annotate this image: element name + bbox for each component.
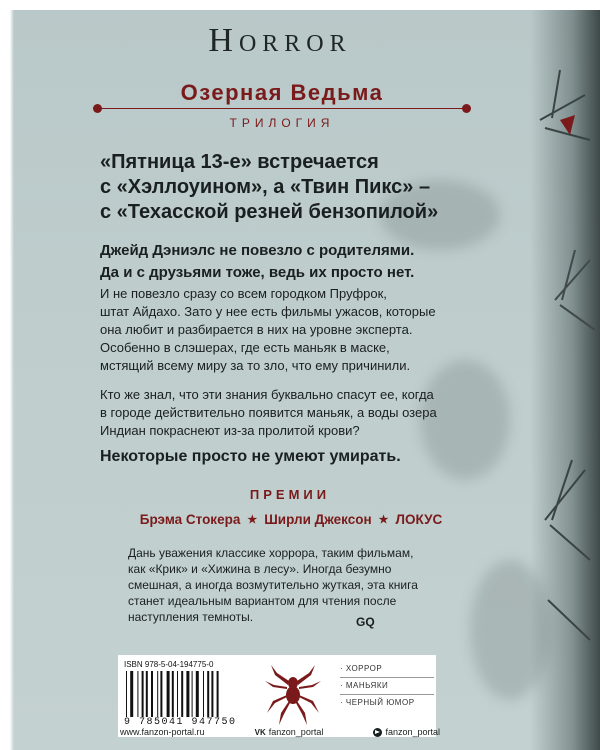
paragraph-line: штат Айдахо. Зато у нее есть фильмы ужасов, которые xyxy=(100,304,436,319)
quote-line: Дань уважения классике хоррора, таким фильмам, xyxy=(128,546,414,560)
brand-rest: ORROR xyxy=(238,31,352,57)
star-icon: ★ xyxy=(378,514,389,526)
series-title: Озерная Ведьма xyxy=(180,80,384,105)
barcode-bar xyxy=(137,671,138,717)
star-icon: ★ xyxy=(247,514,258,526)
telegram-handle: fanzon_portal xyxy=(385,727,440,737)
paragraph-line: Кто же знал, что эти знания буквально спасут ее, когда xyxy=(100,387,434,402)
barcode-bar xyxy=(192,671,193,717)
award-item: Ширли Джексон xyxy=(264,512,372,527)
vk-icon: VK xyxy=(254,727,266,737)
quote-line: станет идеальным вариантом для чтения после xyxy=(128,594,397,608)
barcode-bar xyxy=(160,671,162,717)
barcode-bar xyxy=(167,671,170,717)
barcode-bar xyxy=(177,671,178,717)
website-link[interactable]: www.fanzon-portal.ru xyxy=(120,727,205,737)
lead-text xyxy=(100,240,500,284)
genre-item: · ХОРРОР xyxy=(340,661,434,678)
emphasis-line: Некоторые просто не умеют умирать. xyxy=(100,448,401,465)
barcode-bar xyxy=(217,671,219,717)
genre-list xyxy=(340,661,434,711)
barcode-bar xyxy=(142,671,144,717)
page-edge xyxy=(0,0,600,10)
barcode-bar xyxy=(130,671,133,717)
barcode-bar xyxy=(196,671,199,717)
tagline-line: «Пятница 13-е» встречается xyxy=(100,151,379,173)
barcode-bar xyxy=(126,671,127,717)
paragraph-line: Индиан покраснеют из-за пролитой крови? xyxy=(100,423,360,438)
genre-item: · МАНЬЯКИ xyxy=(340,678,434,695)
barcode-bar xyxy=(146,671,148,717)
award-item: ЛОКУС xyxy=(395,512,443,527)
review-quote xyxy=(128,545,438,625)
barcode-bar xyxy=(172,671,174,717)
description-paragraph xyxy=(100,285,480,375)
barcode-bar xyxy=(207,671,209,717)
quote-source: GQ xyxy=(356,615,375,629)
brand-initial: H xyxy=(208,22,239,59)
telegram-icon xyxy=(373,728,382,737)
awards-list xyxy=(96,512,486,527)
paragraph-line: Особенно в слэшерах, где есть маньяк в маске, xyxy=(100,340,390,355)
ornament-line xyxy=(97,108,467,109)
barcode-bar xyxy=(186,671,189,717)
paragraph-line: она любит и разбирается в них на уровне эксперта. xyxy=(100,322,413,337)
award-item: Брэма Стокера xyxy=(139,512,241,527)
description-paragraph xyxy=(100,386,480,440)
quote-line: как «Крик» и «Хижина в лесу». Иногда безумно xyxy=(128,562,392,576)
tagline-line: с «Техасской резней бензопилой» xyxy=(100,201,439,223)
tagline-line: с «Хэллоуином», а «Твин Пикс» – xyxy=(100,176,431,198)
tagline xyxy=(100,150,480,225)
barcode xyxy=(124,671,242,717)
barcode-bar xyxy=(157,671,158,717)
isbn: ISBN 978-5-04-194775-0 xyxy=(124,660,214,669)
series-subtitle: ТРИЛОГИЯ xyxy=(229,116,335,130)
quote-line: смешная, а иногда возмутительно жуткая, эта книга xyxy=(128,578,418,592)
barcode-bar xyxy=(181,671,183,717)
paragraph-line: И не повезло сразу со всем городком Пруфрок, xyxy=(100,286,387,301)
publisher-series-logo xyxy=(0,22,560,60)
spider-logo-icon xyxy=(263,661,323,731)
footer-links xyxy=(120,727,440,737)
lead-line: Джейд Дэниэлс не повезло с родителями. xyxy=(100,242,415,259)
awards-title: ПРЕМИИ xyxy=(249,487,331,502)
lead-line: Да и с друзьями тоже, ведь их просто нет. xyxy=(100,264,415,281)
genre-item: · ЧЕРНЫЙ ЮМОР xyxy=(340,698,415,707)
ornament-dot xyxy=(462,104,471,113)
vk-handle: fanzon_portal xyxy=(268,727,324,737)
vk-link[interactable] xyxy=(255,727,324,737)
barcode-bar xyxy=(151,671,153,717)
quote-line: наступления темноты. xyxy=(128,610,254,624)
page-edge xyxy=(0,0,14,750)
info-box xyxy=(118,655,436,737)
telegram-link[interactable] xyxy=(373,727,440,737)
paragraph-line: в городе действительно появится маньяк, а воды озера xyxy=(100,405,437,420)
barcode-number: 9 785041 947750 xyxy=(124,717,237,728)
paragraph-line: мстящий всему миру за то зло, что ему причинили. xyxy=(100,358,411,373)
barcode-bar xyxy=(203,671,204,717)
barcode-bar xyxy=(211,671,213,717)
